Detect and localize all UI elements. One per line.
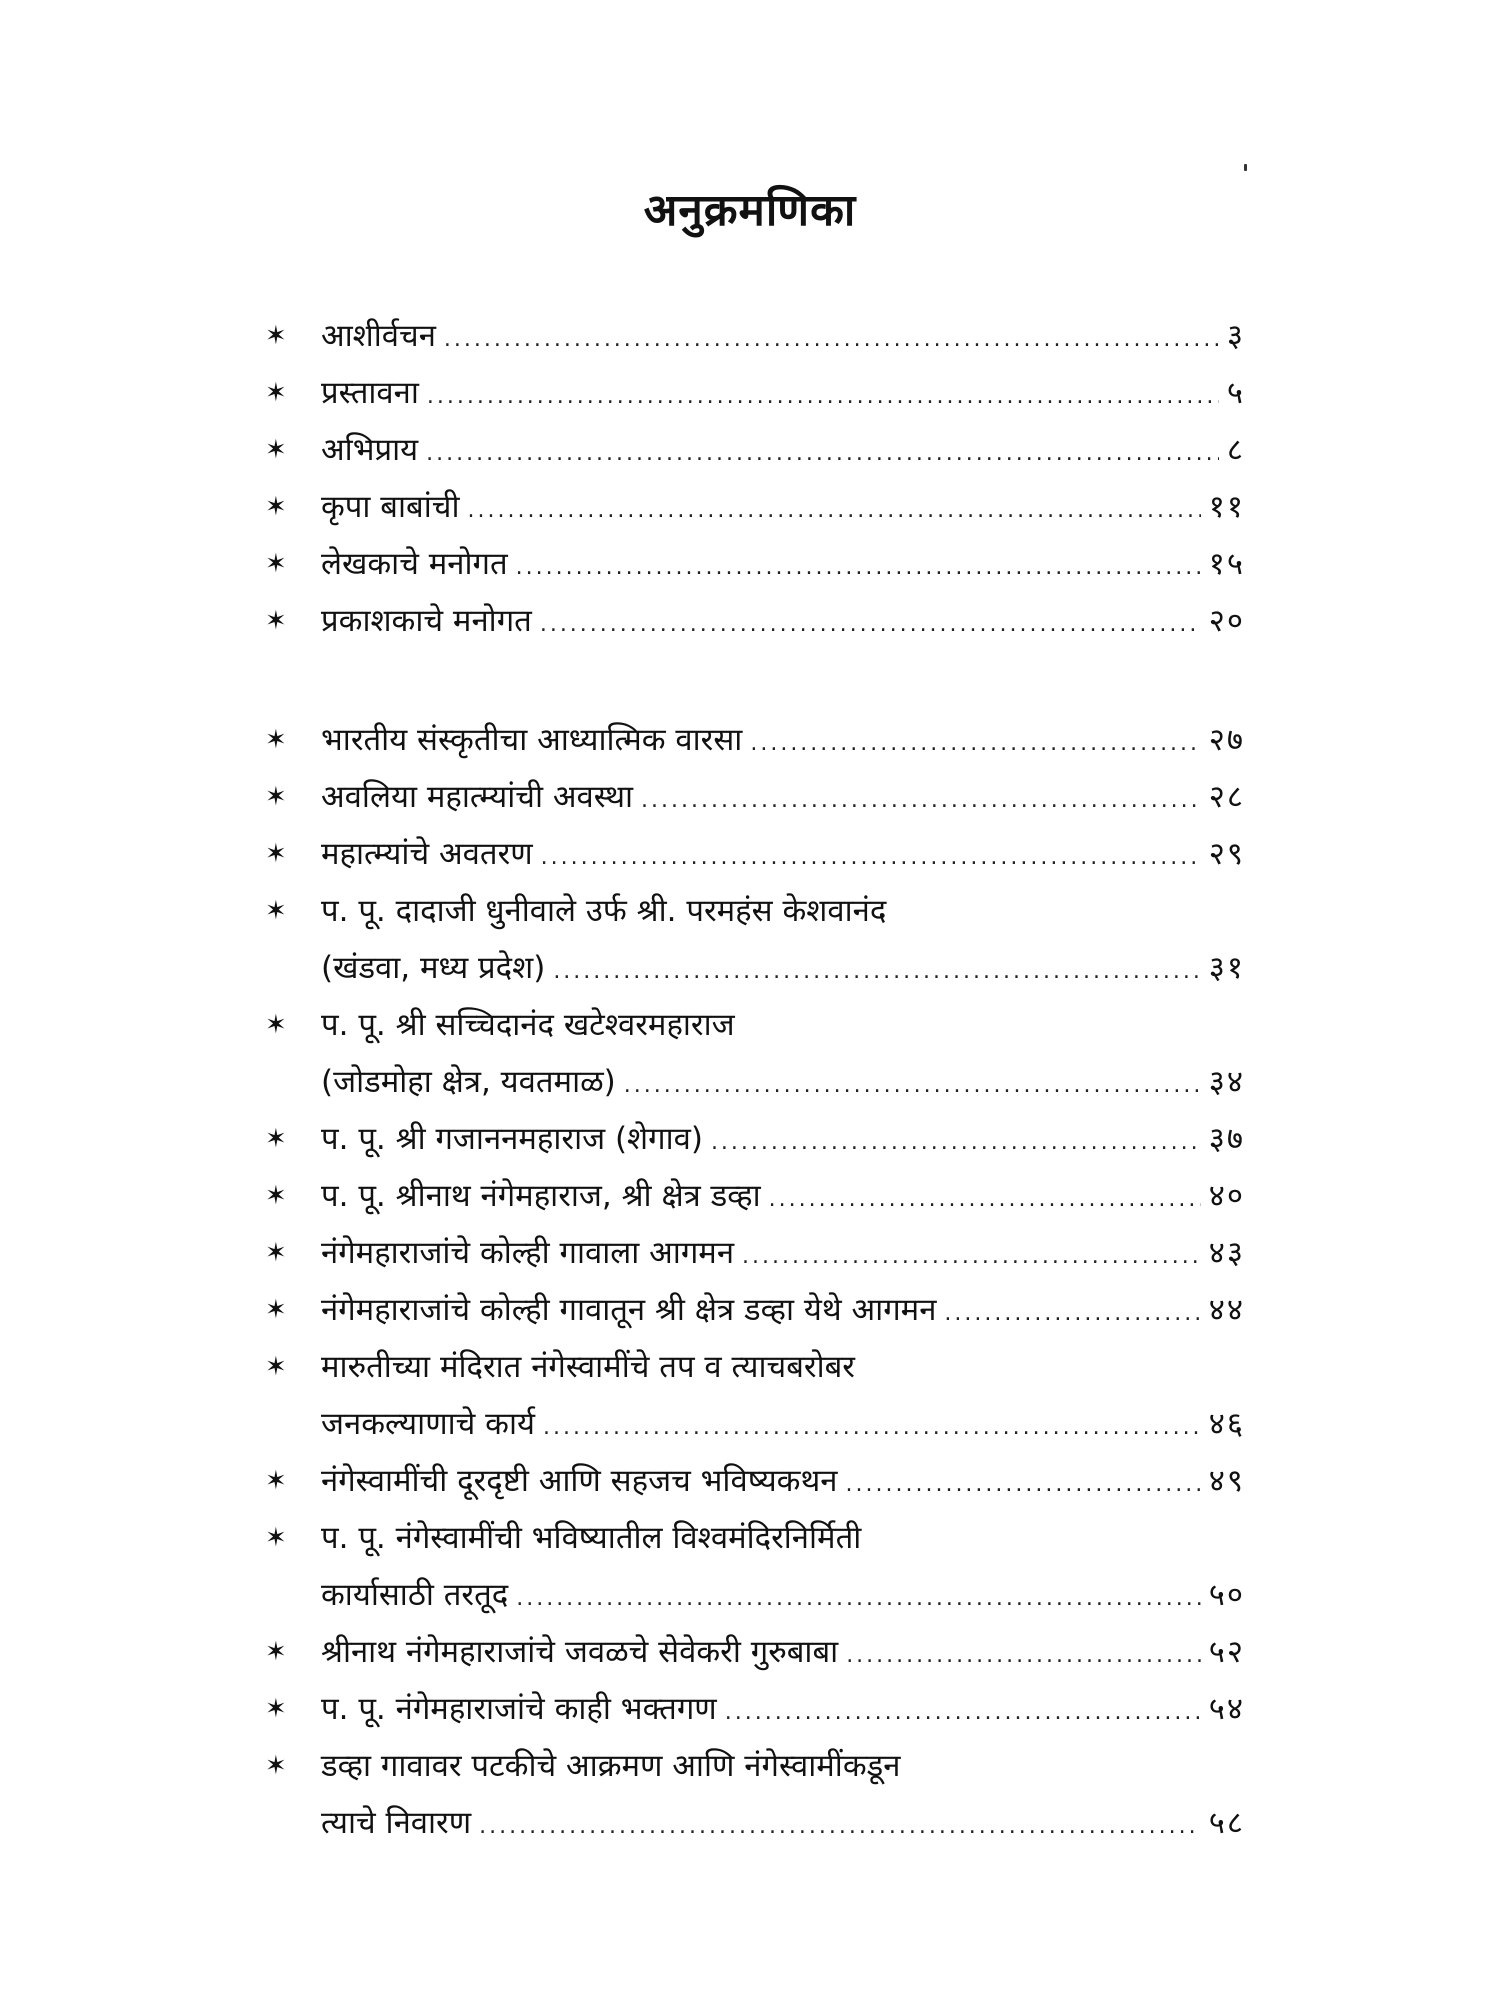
toc-entry-text-block [321, 883, 1245, 997]
star-bullet-icon: ✶ [265, 549, 287, 579]
toc-entry-title: मारुतीच्या मंदिरात नंगेस्वामींचे तप व त्याचबरोबर [321, 1349, 855, 1385]
toc-page-number: ३७ [1208, 1121, 1245, 1157]
toc-entry [265, 997, 1245, 1111]
toc-entry-line [321, 1681, 1245, 1738]
star-bullet-icon: ✶ [265, 1010, 287, 1040]
toc-entry-title: प. पू. श्रीनाथ नंगेमहाराज, श्री क्षेत्र डव्हा [321, 1178, 761, 1214]
toc-entry-line [321, 1054, 1245, 1111]
toc-entry-line [321, 1282, 1245, 1339]
toc-entry [265, 365, 1245, 422]
toc-entry-text-block [321, 1111, 1245, 1168]
star-bullet-icon: ✶ [265, 1751, 287, 1781]
dot-leader [516, 1570, 1201, 1627]
toc-entry-title: नंगेमहाराजांचे कोल्ही गावाला आगमन [321, 1235, 735, 1271]
toc-page-number: ५८ [1208, 1805, 1245, 1841]
toc-entry-line [321, 1567, 1245, 1624]
toc-entry [265, 1681, 1245, 1738]
toc-entry-text-block [321, 479, 1245, 536]
toc-entry-text-block [321, 1282, 1245, 1339]
dot-leader [479, 1798, 1201, 1855]
toc-entry [265, 1111, 1245, 1168]
toc-page-number: ५२ [1208, 1634, 1245, 1670]
toc-entry [265, 1282, 1245, 1339]
star-bullet-icon: ✶ [265, 1295, 287, 1325]
toc-entry-title: कार्यासाठी तरतूद [321, 1577, 509, 1613]
toc-page-number: ४९ [1208, 1463, 1245, 1499]
toc-entry-title: (जोडमोहा क्षेत्र, यवतमाळ) [321, 1064, 616, 1100]
star-bullet-icon: ✶ [265, 1466, 287, 1496]
toc-group-front-matter [265, 308, 1245, 650]
toc-entry [265, 422, 1245, 479]
toc-entry-title: त्याचे निवारण [321, 1805, 472, 1841]
toc-entry [265, 308, 1245, 365]
toc-page-number: २८ [1208, 779, 1245, 815]
toc-entry-line [321, 826, 1245, 883]
toc-entry-line [321, 1453, 1245, 1510]
toc-entry [265, 1510, 1245, 1624]
toc-entry [265, 1225, 1245, 1282]
dot-leader [750, 715, 1200, 772]
toc-entry-line [321, 536, 1245, 593]
toc-entry-line [321, 1339, 1245, 1396]
toc-page-number: ३४ [1208, 1064, 1245, 1100]
toc-page-number: ४४ [1208, 1292, 1245, 1328]
toc-entry-text-block [321, 712, 1245, 769]
toc-entry-line [321, 365, 1245, 422]
toc-entry-text-block [321, 1624, 1245, 1681]
star-bullet-icon: ✶ [265, 725, 287, 755]
toc-entry [265, 769, 1245, 826]
star-bullet-icon: ✶ [265, 1523, 287, 1553]
toc-entry-title: जनकल्याणाचे कार्य [321, 1406, 535, 1442]
toc-entry [265, 712, 1245, 769]
toc-entry-text-block [321, 826, 1245, 883]
toc-entry-text-block [321, 1453, 1245, 1510]
toc-page-number: १५ [1208, 546, 1245, 582]
dot-leader [624, 1057, 1201, 1114]
dot-leader [711, 1114, 1201, 1171]
toc-page-number: ८ [1226, 432, 1245, 468]
toc-entry-line [321, 1111, 1245, 1168]
toc-entry-line [321, 1510, 1245, 1567]
toc-page-number: ११ [1208, 489, 1245, 525]
toc-page-number: २० [1208, 603, 1245, 639]
toc-entry [265, 826, 1245, 883]
dot-leader [846, 1627, 1201, 1684]
toc-entry-text-block [321, 536, 1245, 593]
toc-entry-title: अभिप्राय [321, 432, 419, 468]
toc-entry-text-block [321, 1339, 1245, 1453]
toc-entry [265, 1624, 1245, 1681]
toc-entry-line [321, 1168, 1245, 1225]
dot-leader [725, 1684, 1201, 1741]
toc-entry-title: श्रीनाथ नंगेमहाराजांचे जवळचे सेवेकरी गुरुबाबा [321, 1634, 839, 1670]
dot-leader [516, 539, 1201, 596]
toc-entry-text-block [321, 1225, 1245, 1282]
dot-leader [641, 772, 1201, 829]
toc-entry [265, 479, 1245, 536]
toc-entry-line [321, 422, 1245, 479]
toc-entry-title: नंगेमहाराजांचे कोल्ही गावातून श्री क्षेत्र डव्हा येथे आगमन [321, 1292, 937, 1328]
toc-entry-title: महात्म्यांचे अवतरण [321, 836, 533, 872]
star-bullet-icon: ✶ [265, 1181, 287, 1211]
dot-leader [427, 368, 1219, 425]
toc-page-number: ५ [1226, 375, 1245, 411]
toc-entry-line [321, 1795, 1245, 1852]
toc-page-number: ५० [1208, 1577, 1245, 1613]
toc-entry-title: नंगेस्वामींची दूरदृष्टी आणि सहजच भविष्यकथन [321, 1463, 838, 1499]
dot-leader [543, 1399, 1201, 1456]
toc-entry-text-block [321, 365, 1245, 422]
star-bullet-icon: ✶ [265, 492, 287, 522]
toc-entry-title: लेखकाचे मनोगत [321, 546, 508, 582]
toc-page-number: ५४ [1208, 1691, 1245, 1727]
toc-entry-title: डव्हा गावावर पटकीचे आक्रमण आणि नंगेस्वामींकडून [321, 1748, 901, 1784]
toc-page-number: २७ [1208, 722, 1245, 758]
toc-entry-text-block [321, 308, 1245, 365]
star-bullet-icon: ✶ [265, 839, 287, 869]
toc-entry [265, 1339, 1245, 1453]
toc-page-number: २९ [1208, 836, 1245, 872]
toc-page-number: ३१ [1208, 950, 1245, 986]
toc-entry-line [321, 1225, 1245, 1282]
toc-entry-line [321, 593, 1245, 650]
toc-entry-text-block [321, 769, 1245, 826]
toc-entry [265, 536, 1245, 593]
dot-leader [769, 1171, 1201, 1228]
toc-group-chapters [265, 712, 1245, 1852]
toc-entry-text-block [321, 593, 1245, 650]
toc-entry-line [321, 712, 1245, 769]
dot-leader [944, 1285, 1200, 1342]
toc-entry-line [321, 997, 1245, 1054]
toc-entry-line [321, 769, 1245, 826]
toc-entry-title: प. पू. नंगेस्वामींची भविष्यातील विश्वमंदिरनिर्मिती [321, 1520, 862, 1556]
star-bullet-icon: ✶ [265, 606, 287, 636]
toc-entry-title: (खंडवा, मध्य प्रदेश) [321, 950, 546, 986]
toc-entry-text-block [321, 1681, 1245, 1738]
dot-leader [444, 311, 1219, 368]
toc-entry-line [321, 1396, 1245, 1453]
star-bullet-icon: ✶ [265, 1694, 287, 1724]
star-bullet-icon: ✶ [265, 378, 287, 408]
print-speck [1244, 164, 1247, 171]
dot-leader [553, 943, 1200, 1000]
toc-entry-title: प. पू. दादाजी धुनीवाले उर्फ श्री. परमहंस केशवानंद [321, 893, 887, 929]
toc-entry [265, 1168, 1245, 1225]
toc-entry-title: भारतीय संस्कृतीचा आध्यात्मिक वारसा [321, 722, 743, 758]
toc-entry-text-block [321, 1510, 1245, 1624]
dot-leader [467, 482, 1200, 539]
toc-entry-title: कृपा बाबांची [321, 489, 460, 525]
star-bullet-icon: ✶ [265, 435, 287, 465]
toc-entry-text-block [321, 422, 1245, 479]
toc-entry-title: प. पू. नंगेमहाराजांचे काही भक्तगण [321, 1691, 717, 1727]
toc-entry-title: आशीर्वचन [321, 318, 436, 354]
toc-entry [265, 1738, 1245, 1852]
toc-page-number: ४० [1208, 1178, 1245, 1214]
toc-entry-text-block [321, 997, 1245, 1111]
toc-entry-line [321, 479, 1245, 536]
toc-page-number: ४३ [1208, 1235, 1245, 1271]
star-bullet-icon: ✶ [265, 1637, 287, 1667]
toc-entry-title: प. पू. श्री गजाननमहाराज (शेगाव) [321, 1121, 703, 1157]
toc-entry-title: प. पू. श्री सच्चिदानंद खटेश्वरमहाराज [321, 1007, 735, 1043]
toc-entry [265, 593, 1245, 650]
star-bullet-icon: ✶ [265, 321, 287, 351]
star-bullet-icon: ✶ [265, 1352, 287, 1382]
toc-entry [265, 883, 1245, 997]
toc-entry-title: प्रस्तावना [321, 375, 419, 411]
star-bullet-icon: ✶ [265, 1124, 287, 1154]
dot-leader [540, 596, 1201, 653]
toc-entry-line [321, 1624, 1245, 1681]
dot-leader [846, 1456, 1201, 1513]
toc-entry-text-block [321, 1738, 1245, 1852]
toc-page-number: ३ [1226, 318, 1245, 354]
toc-page-number: ४६ [1208, 1406, 1245, 1442]
star-bullet-icon: ✶ [265, 1238, 287, 1268]
toc-entry-title: प्रकाशकाचे मनोगत [321, 603, 532, 639]
toc-entry-line [321, 1738, 1245, 1795]
dot-leader [426, 425, 1219, 482]
toc-entry-line [321, 883, 1245, 940]
toc-entry-title: अवलिया महात्म्यांची अवस्था [321, 779, 634, 815]
toc-entry-line [321, 940, 1245, 997]
toc-entry [265, 1453, 1245, 1510]
dot-leader [742, 1228, 1201, 1285]
star-bullet-icon: ✶ [265, 782, 287, 812]
star-bullet-icon: ✶ [265, 896, 287, 926]
dot-leader [541, 829, 1201, 886]
page-title: अनुक्रमणिका [643, 185, 857, 236]
toc-entry-line [321, 308, 1245, 365]
toc-entry-text-block [321, 1168, 1245, 1225]
